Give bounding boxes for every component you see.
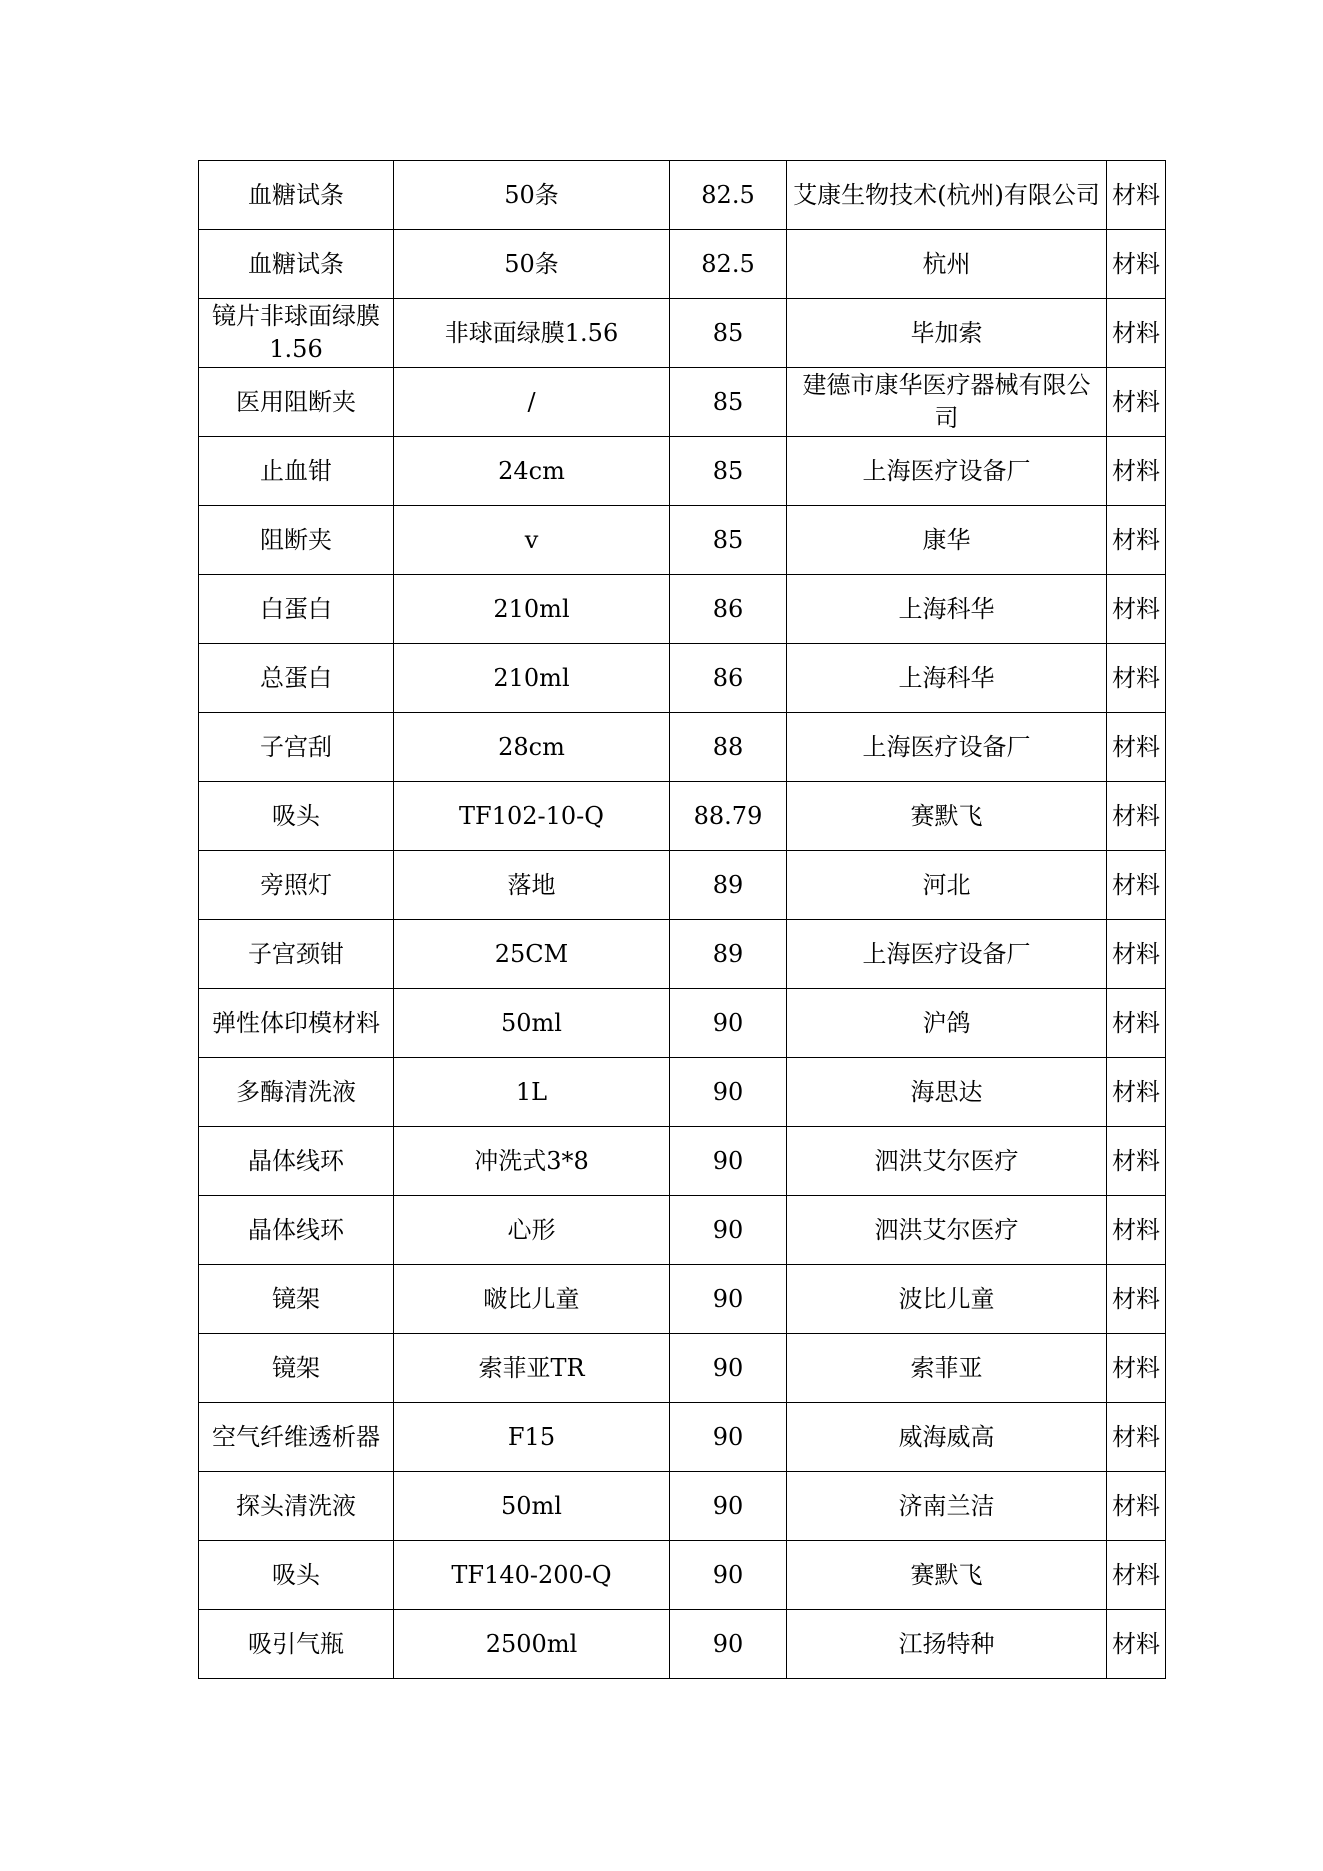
item-maker-cell: 赛默飞 xyxy=(787,782,1107,851)
item-category-cell: 材料 xyxy=(1107,1610,1166,1679)
table-row xyxy=(199,1127,1166,1196)
item-category-cell: 材料 xyxy=(1107,1196,1166,1265)
item-category-cell: 材料 xyxy=(1107,1472,1166,1541)
item-price-cell: 90 xyxy=(670,1334,787,1403)
table-row xyxy=(199,1403,1166,1472)
item-category-cell: 材料 xyxy=(1107,437,1166,506)
item-spec-cell: 50ml xyxy=(394,1472,670,1541)
item-price-cell: 90 xyxy=(670,1127,787,1196)
item-price-cell: 85 xyxy=(670,299,787,368)
item-maker-cell: 泗洪艾尔医疗 xyxy=(787,1196,1107,1265)
table-row xyxy=(199,1610,1166,1679)
item-category-cell: 材料 xyxy=(1107,782,1166,851)
item-price-cell: 85 xyxy=(670,506,787,575)
item-price-cell: 86 xyxy=(670,644,787,713)
item-maker-cell: 上海医疗设备厂 xyxy=(787,920,1107,989)
item-name-cell: 吸头 xyxy=(199,782,394,851)
item-maker-cell: 江扬特种 xyxy=(787,1610,1107,1679)
table-row xyxy=(199,1541,1166,1610)
item-name-cell: 血糖试条 xyxy=(199,161,394,230)
item-maker-cell: 河北 xyxy=(787,851,1107,920)
table-row xyxy=(199,1334,1166,1403)
item-name-cell: 镜片非球面绿膜1.56 xyxy=(199,299,394,368)
item-category-cell: 材料 xyxy=(1107,506,1166,575)
item-maker-cell: 海思达 xyxy=(787,1058,1107,1127)
item-spec-cell: 2500ml xyxy=(394,1610,670,1679)
item-maker-cell: 上海医疗设备厂 xyxy=(787,713,1107,782)
item-maker-cell: 毕加索 xyxy=(787,299,1107,368)
item-category-cell: 材料 xyxy=(1107,1127,1166,1196)
item-category-cell: 材料 xyxy=(1107,161,1166,230)
item-spec-cell: 210ml xyxy=(394,575,670,644)
item-spec-cell: 落地 xyxy=(394,851,670,920)
item-maker-cell: 上海医疗设备厂 xyxy=(787,437,1107,506)
item-price-cell: 90 xyxy=(670,1610,787,1679)
table-row xyxy=(199,713,1166,782)
item-category-cell: 材料 xyxy=(1107,989,1166,1058)
item-category-cell: 材料 xyxy=(1107,1541,1166,1610)
item-name-cell: 子宫刮 xyxy=(199,713,394,782)
item-category-cell: 材料 xyxy=(1107,299,1166,368)
item-maker-cell: 杭州 xyxy=(787,230,1107,299)
item-price-cell: 89 xyxy=(670,851,787,920)
item-category-cell: 材料 xyxy=(1107,575,1166,644)
item-price-cell: 86 xyxy=(670,575,787,644)
item-category-cell: 材料 xyxy=(1107,1334,1166,1403)
item-maker-cell: 艾康生物技术(杭州)有限公司 xyxy=(787,161,1107,230)
item-spec-cell: TF140-200-Q xyxy=(394,1541,670,1610)
item-price-cell: 82.5 xyxy=(670,161,787,230)
price-table xyxy=(198,160,1166,1679)
table-row xyxy=(199,299,1166,368)
item-name-cell: 子宫颈钳 xyxy=(199,920,394,989)
item-spec-cell: 冲洗式3*8 xyxy=(394,1127,670,1196)
item-spec-cell: 50条 xyxy=(394,230,670,299)
item-maker-cell: 索菲亚 xyxy=(787,1334,1107,1403)
table-row xyxy=(199,851,1166,920)
item-price-cell: 90 xyxy=(670,989,787,1058)
item-name-cell: 镜架 xyxy=(199,1334,394,1403)
item-category-cell: 材料 xyxy=(1107,1058,1166,1127)
item-spec-cell: 啵比儿童 xyxy=(394,1265,670,1334)
item-category-cell: 材料 xyxy=(1107,1403,1166,1472)
item-name-cell: 止血钳 xyxy=(199,437,394,506)
table-body xyxy=(199,161,1166,1679)
item-maker-cell: 上海科华 xyxy=(787,644,1107,713)
item-category-cell: 材料 xyxy=(1107,644,1166,713)
item-spec-cell: 50ml xyxy=(394,989,670,1058)
item-name-cell: 吸引气瓶 xyxy=(199,1610,394,1679)
item-price-cell: 90 xyxy=(670,1541,787,1610)
item-price-cell: 90 xyxy=(670,1058,787,1127)
table-row xyxy=(199,1265,1166,1334)
item-price-cell: 82.5 xyxy=(670,230,787,299)
item-category-cell: 材料 xyxy=(1107,851,1166,920)
item-spec-cell: 28cm xyxy=(394,713,670,782)
item-category-cell: 材料 xyxy=(1107,713,1166,782)
item-price-cell: 90 xyxy=(670,1472,787,1541)
table-row xyxy=(199,1058,1166,1127)
item-maker-cell: 赛默飞 xyxy=(787,1541,1107,1610)
item-name-cell: 镜架 xyxy=(199,1265,394,1334)
item-spec-cell: F15 xyxy=(394,1403,670,1472)
item-spec-cell: 索菲亚TR xyxy=(394,1334,670,1403)
item-maker-cell: 建德市康华医疗器械有限公司 xyxy=(787,368,1107,437)
item-spec-cell: 1L xyxy=(394,1058,670,1127)
item-name-cell: 吸头 xyxy=(199,1541,394,1610)
item-name-cell: 晶体线环 xyxy=(199,1127,394,1196)
table-row xyxy=(199,506,1166,575)
table-row xyxy=(199,575,1166,644)
item-name-cell: 阻断夹 xyxy=(199,506,394,575)
item-price-cell: 85 xyxy=(670,437,787,506)
table-row xyxy=(199,989,1166,1058)
item-spec-cell: 心形 xyxy=(394,1196,670,1265)
item-price-cell: 90 xyxy=(670,1265,787,1334)
item-name-cell: 血糖试条 xyxy=(199,230,394,299)
item-maker-cell: 波比儿童 xyxy=(787,1265,1107,1334)
item-category-cell: 材料 xyxy=(1107,920,1166,989)
table-row xyxy=(199,368,1166,437)
item-name-cell: 探头清洗液 xyxy=(199,1472,394,1541)
item-maker-cell: 威海威高 xyxy=(787,1403,1107,1472)
item-name-cell: 空气纤维透析器 xyxy=(199,1403,394,1472)
item-maker-cell: 康华 xyxy=(787,506,1107,575)
table-row xyxy=(199,1472,1166,1541)
item-spec-cell: / xyxy=(394,368,670,437)
table-row xyxy=(199,230,1166,299)
item-price-cell: 90 xyxy=(670,1196,787,1265)
table-row xyxy=(199,920,1166,989)
item-spec-cell: v xyxy=(394,506,670,575)
item-spec-cell: 25CM xyxy=(394,920,670,989)
item-name-cell: 多酶清洗液 xyxy=(199,1058,394,1127)
item-price-cell: 90 xyxy=(670,1403,787,1472)
table-row xyxy=(199,644,1166,713)
item-price-cell: 88 xyxy=(670,713,787,782)
item-price-cell: 88.79 xyxy=(670,782,787,851)
item-name-cell: 弹性体印模材料 xyxy=(199,989,394,1058)
item-spec-cell: TF102-10-Q xyxy=(394,782,670,851)
table-row xyxy=(199,161,1166,230)
item-category-cell: 材料 xyxy=(1107,368,1166,437)
item-spec-cell: 50条 xyxy=(394,161,670,230)
item-price-cell: 85 xyxy=(670,368,787,437)
item-name-cell: 白蛋白 xyxy=(199,575,394,644)
table-row xyxy=(199,782,1166,851)
item-spec-cell: 非球面绿膜1.56 xyxy=(394,299,670,368)
table-row xyxy=(199,437,1166,506)
item-spec-cell: 210ml xyxy=(394,644,670,713)
item-name-cell: 旁照灯 xyxy=(199,851,394,920)
item-price-cell: 89 xyxy=(670,920,787,989)
item-maker-cell: 济南兰洁 xyxy=(787,1472,1107,1541)
item-maker-cell: 沪鸽 xyxy=(787,989,1107,1058)
item-category-cell: 材料 xyxy=(1107,230,1166,299)
table-row xyxy=(199,1196,1166,1265)
item-maker-cell: 上海科华 xyxy=(787,575,1107,644)
item-name-cell: 晶体线环 xyxy=(199,1196,394,1265)
item-name-cell: 医用阻断夹 xyxy=(199,368,394,437)
item-name-cell: 总蛋白 xyxy=(199,644,394,713)
item-maker-cell: 泗洪艾尔医疗 xyxy=(787,1127,1107,1196)
item-spec-cell: 24cm xyxy=(394,437,670,506)
item-category-cell: 材料 xyxy=(1107,1265,1166,1334)
